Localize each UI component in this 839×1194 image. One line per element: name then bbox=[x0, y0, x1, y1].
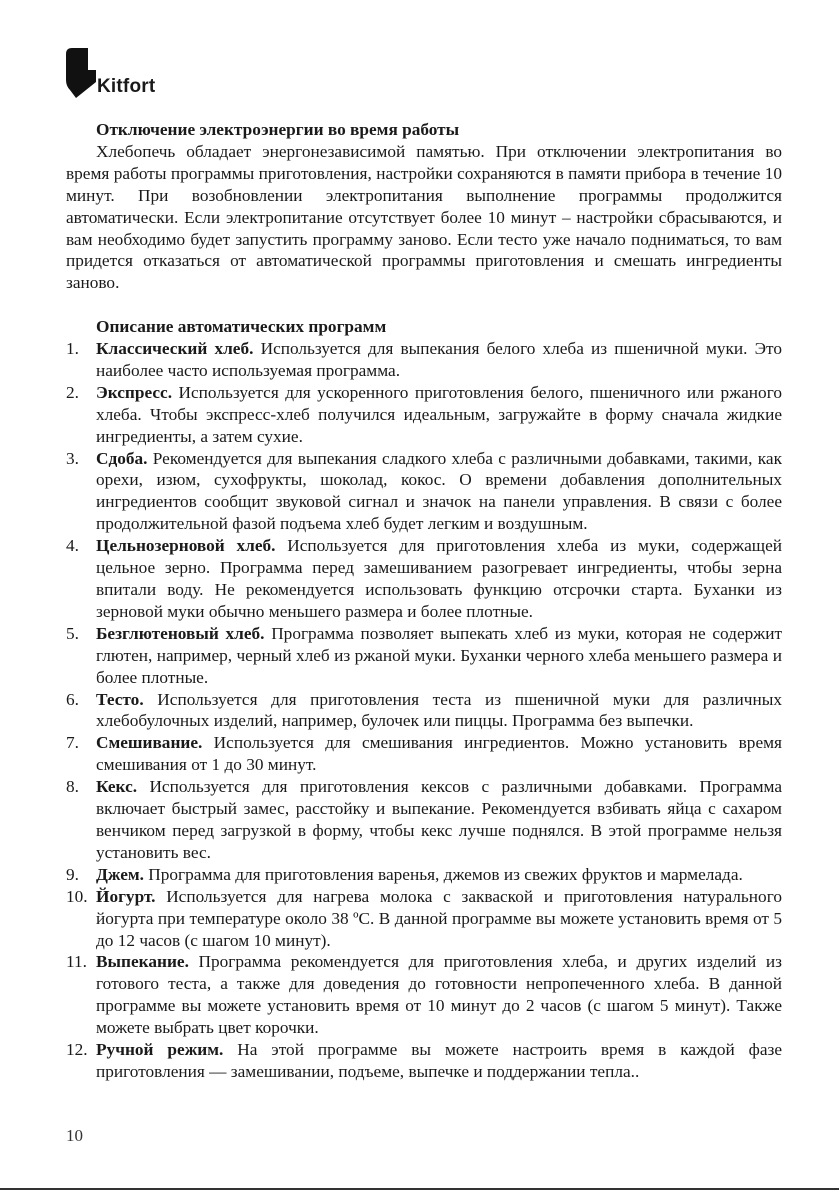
program-name: Безглютеновый хлеб. bbox=[96, 623, 265, 643]
page-number: 10 bbox=[66, 1126, 83, 1145]
section-heading-power-outage: Отключение электроэнергии во время работы bbox=[96, 120, 460, 139]
program-name: Экспресс. bbox=[96, 382, 173, 402]
program-description: Используется для ускоренного приготовления белого, пшеничного или ржаного хлеба. Чтобы экспресс-хлеб получился идеальным, загружайте в форму сначала жидкие ингредиенты, а затем сухие. bbox=[96, 382, 782, 446]
program-name: Выпекание. bbox=[96, 952, 189, 972]
page-content bbox=[66, 119, 782, 1083]
program-name: Сдоба. bbox=[96, 448, 148, 468]
program-description: Используется для приготовления хлеба из муки, содержащей цельное зерно. Программа перед замешиванием разогревает ингредиенты, чтобы зерна впитали воду. Не рекомендуется использовать функцию отсрочки старта. Буханки из зерновой муки обычно меньшего размера и более плотные. bbox=[96, 536, 782, 621]
program-item bbox=[66, 535, 782, 623]
kitfort-logo bbox=[66, 48, 176, 98]
bottom-rule bbox=[0, 1188, 839, 1190]
program-name: Йогурт. bbox=[96, 886, 156, 906]
program-description: Используется для приготовления теста из пшеничной муки для различных хлебобулочных изделий, например, булочек или пиццы. Программа без выпечки. bbox=[96, 689, 782, 731]
program-name: Джем. bbox=[96, 864, 144, 884]
program-item bbox=[66, 448, 782, 536]
kitfort-logo-icon bbox=[66, 48, 96, 98]
program-number: 8. bbox=[66, 777, 79, 797]
program-list bbox=[66, 338, 782, 1083]
program-item bbox=[66, 338, 782, 382]
program-description: Используется для приготовления кексов с различными добавками. Программа включает быстрый замес, расстойку и выпекание. Рекомендуется взбивать яйца с сахаром венчиком перед загрузкой в форму, чтобы кекс лучше поднялся. В этой программе нельзя установить вес. bbox=[96, 777, 782, 862]
program-number: 9. bbox=[66, 864, 79, 884]
program-description: Используется для выпекания белого хлеба из пшеничной муки. Это наиболее часто используемая программа. bbox=[96, 339, 782, 380]
program-name: Тесто. bbox=[96, 689, 144, 709]
program-name: Смешивание. bbox=[96, 733, 203, 753]
program-name: Кекс. bbox=[96, 777, 138, 797]
program-number: 6. bbox=[66, 689, 79, 709]
paragraph-power-outage: Хлебопечь обладает энергонезависимой памятью. При отключении электропитания во время работы программы приготовления, настройки сохраняются в памяти прибора в течение 10 минут. При возобновлении электропитания выполнение программы продолжится автоматически. Если электропитание отсутствует более 10 минут – настройки сбрасываются, и вам необходимо будет запустить программу заново. Если тесто уже начало подниматься, то вам придется отказаться от автоматической программы приготовления и смешать ингредиенты заново. bbox=[66, 141, 782, 293]
brand-name: Kitfort bbox=[97, 76, 156, 97]
program-number: 10. bbox=[66, 886, 88, 906]
program-number: 7. bbox=[66, 733, 79, 753]
program-description: Рекомендуется для выпекания сладкого хлеба с различными добавками, такими, как орехи, изюм, сухофрукты, шоколад, кокос. О времени добавления дополнительных ингредиентов сообщит звуковой сигнал и значок на панели управления. В связи с более продолжительной фазой подъема хлеб будет легким и воздушным. bbox=[96, 448, 782, 534]
program-number: 12. bbox=[66, 1040, 88, 1060]
program-item bbox=[66, 886, 782, 952]
program-number: 1. bbox=[66, 339, 79, 359]
program-number: 5. bbox=[66, 623, 79, 643]
program-name: Классический хлеб. bbox=[96, 339, 254, 359]
program-item bbox=[66, 732, 782, 776]
program-number: 3. bbox=[66, 448, 79, 468]
program-description: Программа для приготовления варенья, джемов из свежих фруктов и мармелада. bbox=[143, 864, 743, 884]
program-description: Программа рекомендуется для приготовления хлеба, и других изделий из готового теста, а также для доведения до готовности непропеченного хлеба. В данной программе вы можете установить время от 10 минут до 2 часов (с шагом 5 минут). Также можете выбрать цвет корочки. bbox=[96, 952, 782, 1038]
program-item bbox=[66, 776, 782, 864]
section-heading-programs: Описание автоматических программ bbox=[96, 317, 387, 337]
program-name: Цельнозерновой хлеб. bbox=[96, 536, 276, 556]
program-description: На этой программе вы можете настроить время в каждой фазе приготовления — замешивании, подъеме, выпечке и поддержании тепла.. bbox=[96, 1040, 782, 1081]
program-item bbox=[66, 623, 782, 689]
program-number: 11. bbox=[66, 952, 87, 972]
program-number: 2. bbox=[66, 382, 79, 402]
program-number: 4. bbox=[66, 536, 79, 556]
program-name: Ручной режим. bbox=[96, 1040, 224, 1060]
program-item bbox=[66, 382, 782, 448]
program-item bbox=[66, 951, 782, 1039]
program-item bbox=[66, 864, 782, 886]
program-item bbox=[66, 689, 782, 733]
program-description: Программа позволяет выпекать хлеб из муки, которая не содержит глютен, например, черный хлеб из ржаной муки. Буханки черного хлеба меньшего размера и более плотные. bbox=[96, 623, 783, 687]
section-spacer bbox=[66, 294, 782, 316]
program-item bbox=[66, 1039, 782, 1083]
program-description: Используется для смешивания ингредиентов. Можно установить время смешивания от 1 до 30 минут. bbox=[96, 733, 782, 775]
program-description: Используется для нагрева молока с закваской и приготовления натурального йогурта при температуре около 38 ºС. В данной программе вы можете установить время от 5 до 12 часов (с шагом 10 минут). bbox=[96, 886, 782, 950]
